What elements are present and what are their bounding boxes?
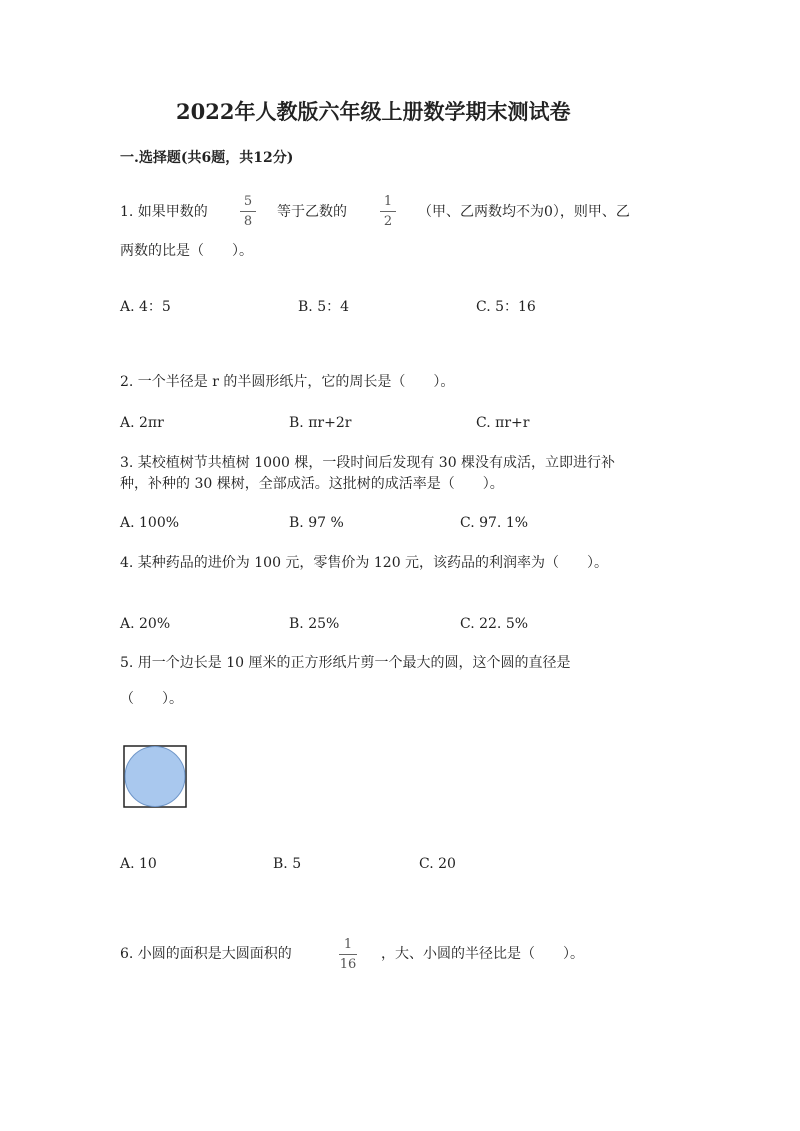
q2-text: 2. 一个半径是 r 的半圆形纸片，它的周长是（ ）。 bbox=[120, 374, 455, 390]
q1-fraction-1-2 bbox=[378, 194, 398, 229]
fraction-bar bbox=[240, 211, 256, 212]
page-title: 2022年人教版六年级上册数学期末测试卷 bbox=[176, 99, 571, 124]
section-heading: 一.选择题(共6题，共12分) bbox=[120, 150, 294, 166]
q4-option-a[interactable]: A. 20% bbox=[120, 616, 171, 632]
q1-text-line2: 两数的比是（ ）。 bbox=[120, 243, 253, 259]
q4-option-c[interactable]: C. 22. 5% bbox=[460, 616, 529, 632]
q5-option-a[interactable]: A. 10 bbox=[120, 856, 157, 872]
square-with-inscribed-circle-figure bbox=[123, 745, 187, 808]
q6-frac-denominator: 16 bbox=[339, 957, 357, 972]
circle-shape bbox=[125, 747, 185, 807]
q5-text-line1: 5. 用一个边长是 10 厘米的正方形纸片剪一个最大的圆，这个圆的直径是 bbox=[120, 655, 571, 671]
q1-option-c[interactable]: C. 5：16 bbox=[476, 299, 536, 315]
q2-option-b[interactable]: B. πr+2r bbox=[289, 415, 352, 431]
q3-text-line1: 3. 某校植树节共植树 1000 棵，一段时间后发现有 30 棵没有成活，立即进行补 bbox=[120, 455, 616, 471]
fraction-bar bbox=[339, 954, 357, 955]
figure-svg bbox=[123, 745, 187, 808]
q1-text-part3: （甲、乙两数均不为0），则甲、乙 bbox=[418, 204, 630, 220]
q6-text-part2: ，大、小圆的半径比是（ ）。 bbox=[381, 946, 584, 962]
q2-option-c[interactable]: C. πr+r bbox=[476, 415, 530, 431]
q2-option-a[interactable]: A. 2πr bbox=[120, 415, 164, 431]
q4-option-b[interactable]: B. 25% bbox=[289, 616, 340, 632]
q1-option-b[interactable]: B. 5：4 bbox=[298, 299, 350, 315]
fraction-bar bbox=[380, 211, 396, 212]
q4-text: 4. 某种药品的进价为 100 元，零售价为 120 元，该药品的利润率为（ ）。 bbox=[120, 555, 609, 571]
q3-option-a[interactable]: A. 100% bbox=[120, 515, 180, 531]
q3-text-line2: 种，补种的 30 棵树，全部成活。这批树的成活率是（ ）。 bbox=[120, 476, 504, 492]
q6-text-part1: 6. 小圆的面积是大圆面积的 bbox=[120, 946, 292, 962]
q6-fraction-1-16 bbox=[337, 937, 359, 972]
q1-option-a[interactable]: A. 4：5 bbox=[120, 299, 171, 315]
q5-option-b[interactable]: B. 5 bbox=[273, 856, 302, 872]
q1-frac1-numerator: 5 bbox=[243, 194, 253, 209]
q3-option-b[interactable]: B. 97 % bbox=[289, 515, 344, 531]
q1-frac2-denominator: 2 bbox=[383, 214, 393, 229]
q1-text-part1: 1. 如果甲数的 bbox=[120, 204, 208, 220]
q3-option-c[interactable]: C. 97. 1% bbox=[460, 515, 529, 531]
q1-frac2-numerator: 1 bbox=[383, 194, 393, 209]
q1-text-part2: 等于乙数的 bbox=[277, 204, 347, 220]
q1-fraction-5-8 bbox=[238, 194, 258, 229]
q1-frac1-denominator: 8 bbox=[243, 214, 253, 229]
q5-text-line2: （ ）。 bbox=[120, 691, 183, 707]
q6-frac-numerator: 1 bbox=[343, 937, 353, 952]
q5-option-c[interactable]: C. 20 bbox=[419, 856, 456, 872]
